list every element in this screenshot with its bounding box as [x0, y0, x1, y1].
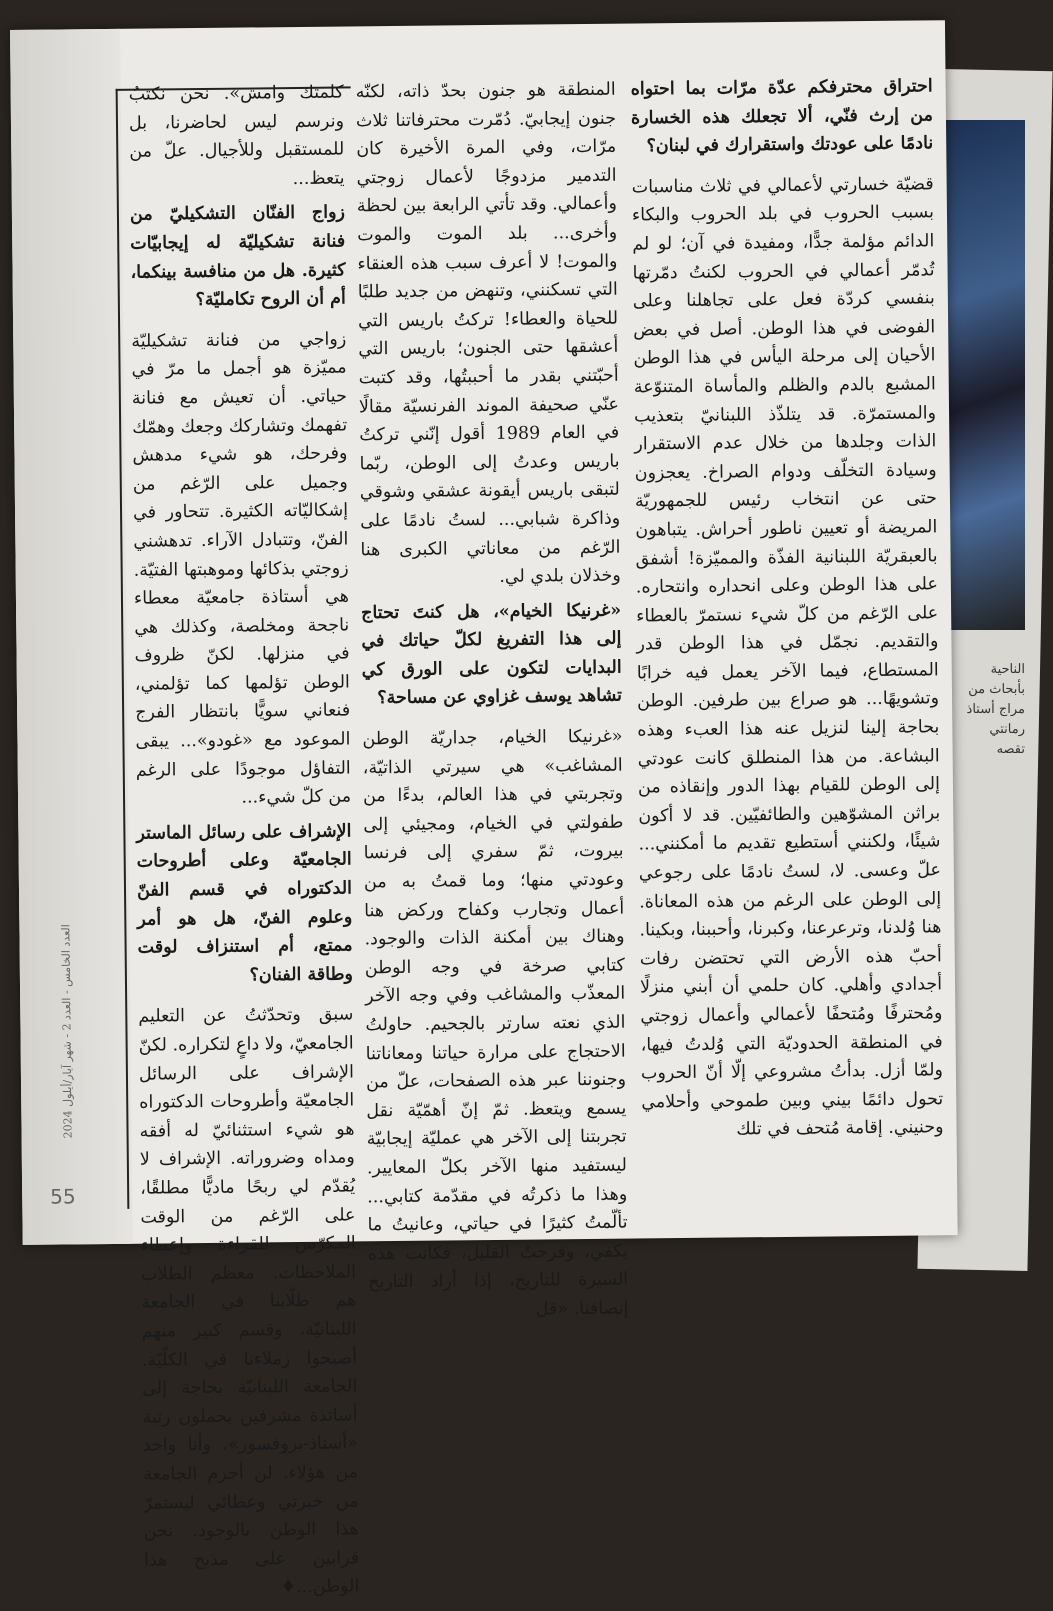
answer-2: «غرنيكا الخيام، جداريّة الوطن المشاغب» هي سيرتي الذاتيّة، وتجربتي في هذا العالم، بدءًا من طفولتي في الخيام، ومجيئي إلى بيروت، ثمّ سفري إلى فرنسا وعودتي منها؛ وما قمتُ به من أعمال وتجارب وكفاح وركض هنا وهناك بين أمكنة الذات والوجود. كتابي صرخة في وجه الوطن المعذّب والمشاغب وفي وجه الآخر الذي نعته سارتر بالجحيم. حاولتُ الاحتجاج على مرارة حياتنا ومعاناتنا وجنوننا عبر هذه الصفحات، علّ من يسمع ويتعظ. ثمّ إنّ أهمّيّة نقل تجربتنا إلى الآخر هي عمليّة إيجابيّة ليستفيد منها الآخر بكلّ المعايير. وهذا ما ذكرتُه في مقدّمة كتابي... تألّمتُ كثيرًا في حياتي، وعانيتُ ما يكفي، وفرحتُ القليل، فكانت هذه السيرة للتاريخ، إذا أراد التاريخ إنصافنا. «قل [362, 726, 629, 1320]
question-4: الإشراف على رسائل الماستر الجامعيّة وعلى أطروحات الدكتوراه في قسم الفنّ وعلوم الفنّ، هل هو أمر ممتع، أم استنزاف لوقت وطاقة الفنان؟ [136, 821, 354, 986]
column-left [129, 79, 360, 1610]
answer-4: سبق وتحدّثتُ عن التعليم الجامعيّ، ولا داعٍ لتكراره. لكنّ الإشراف على الرسائل الجامعيّة وأطروحات الدكتوراه هو شيء استثنائيّ له أفقه ومداه وضروراته. الإشراف لا يُقدّم لي ربحًا ماديًّا مطلقًا، على الرّغم من الوقت المكرّس للقراءة وإعطاء الملاحظات. معظم الطلاب هم طلّابنا في الجامعة اللبنانيّة، وقسم كبير منهم أصبحوا زملاءنا في الكلّيّة. الجامعة اللبنانيّة بحاجة إلى أساتذة مشرفين يحملون رتبة «أستاذ-بروفسور»، وأنا واحد من هؤلاء. لن أحرم الجامعة من خبرتي وعطائي ليستمرّ هذا الوطن بالوجود. نحن قرابين على مذبح هذا الوطن...♦ [138, 1004, 360, 1598]
page-number: 55 [50, 1184, 76, 1209]
issue-caption: العدد الخامس - العدد 2 - شهر آيار/أيلول 2024 [59, 924, 75, 1139]
answer-3: زواجي من فنانة تشكيليّة مميّزة هو أجمل ما مرّ في حياتي. أن تعيش مع فنانة تفهمك وتشاركك وجعك وهمّك وفرحك، هو شيء مدهش وجميل على الرّغم من إشكاليّاته الكثيرة. تتحاور في الفنّ، وتتبادل الآراء. تدهشني زوجتي بذكائها وموهبتها الفتيّة. هي أستاذة جامعيّة معطاء ناجحة ومخلصة، وكذلك هي في منزلها. لكنّ ظروف الوطن تؤلمها كما تؤلمني، فنعاني سويًّا بانتظار الفرج الموعود مع «غودو»... يبقى التفاؤل موجودًا على الرغم من كلّ شيء... [131, 329, 352, 808]
question-3: زواج الفنّان التشكيليّ من فنانة تشكيليّة له إيجابيّات كثيرة. هل من منافسة بينكما، أم أن الروح تكامليّة؟ [129, 202, 346, 311]
answer-1-cont: المنطقة هو جنون بحدّ ذاته، لكنّه جنون إيجابيّ. دُمّرت محترفاتنا ثلاث مرّات، وفي المرة الأخيرة كان التدمير مزدوجًا لأعمال زوجتي وأعمالي. وقد تأتي الرابعة بين لحظة وأخرى... بلد الموت والموت والموت! لا أعرف سبب هذه العنقاء التي تسكنني، وتنهض من جديد طلبًا للحياة والعطاء! تركتُ باريس التي أعشقها حتى الجنون؛ باريس التي أحبّتني بقدر ما أحببتُها، وقد كتبت عنّي صحيفة الموند الفرنسيّة مقالًا في العام 1989 أقول إنّني تركتُ باريس وعدتُ إلى الوطن، ربّما لتبقى باريس أيقونة عشقي وشوقي وذاكرة شبابي... لستُ نادمًا على الرّغم من معاناتي الكبرى هنا وخذلان بلدي لي. [355, 79, 621, 587]
question-2: «غرنيكا الخيام»، هل كنتَ تحتاج إلى هذا التفريغ لكلّ حياتك في البدايات لتكون على الورق كي تشاهد يوسف غزاوي عن مساحة؟ [361, 600, 623, 709]
column-middle [356, 76, 629, 1332]
column-right [631, 72, 944, 1151]
facing-page-text: الناحية بأبحاث من مراج أستاذ رمانتي تقصه [966, 662, 1025, 757]
magazine-page [10, 20, 958, 1598]
answer-1: قضيّة خسارتي لأعمالي في ثلاث مناسبات بسبب الحروب في بلد الحروب والبكاء الدائم مؤلمة جدًّا، ومفيدة في آن؛ لو لم تُدمّر أعمالي في الحروب لكنتُ دمّرتها بنفسي كردّة فعل على تجاهلنا وعلى الفوضى في هذا الوطن. أصل في بعض الأحيان إلى مرحلة اليأس في هذا الوطن المشبع بالدم والظلم والمأساة المتنوّعة والمستمرّة. قد يتلذّذ اللبنانيّ بتعذيب الذات وجلدها من خلال عدم الاستقرار وسيادة التخلّف ودوام الصراخ. يعجزون حتى عن انتخاب رئيس للجمهوريّة المريضة أو تعيين ناطور أحراش. يتباهون بالعبقريّة اللبنانية الفذّة والمميّزة! أشفق على هذا الوطن وعلى انحداره وانتحاره. على الرّغم من كلّ شيء نستمرّ بالعطاء والتقديم. نجمّل في هذا الوطن قدر المستطاع، فيما الآخر يعمل فيه خرابًا وتشويهًا... هو صراع بين طرفين. الوطن بحاجة إلينا لنزيل عنه هذا العبء وهذه البشاعة. من هذا المنطلق كانت عودتي إلى الوطن للقيام بهذا الدور وإنقاذه من براثن المشوّهين والطائفيّين. قد لا أكون شيئًا، ولكنني أستطيع تقديم ما أمكنني... علّ وعسى. لا، لستُ نادمًا على رجوعي إلى الوطن على الرغم من هذه المعاناة. هنا وُلدنا، وترعرعنا، وكبرنا، وأحببنا، وبكينا. أحبّ هذه الأرض التي تحتضن رفات أجدادي وأهلي. كان حلمي أن أبني منزلًا ومُحترفًا ومُتحفًا لأعمالي وأعمال زوجتي في المنطقة الحدوديّة التي وُلدتُ فيها، ولمّا أزل. بدأتُ مشروعي إلّا أنّ الحروب تحول دائمًا بيني وبين طموحي وأحلامي وحنيني. إقامة مُتحف في تلك [631, 174, 944, 1140]
question-1: احتراق محترفكم عدّة مرّات بما احتواه من إرث فنّي، ألا تجعلك هذه الخسارة نادمًا على عودتك واستقرارك في لبنان؟ [630, 76, 934, 157]
answer-2-cont: كلمتك وامش». نحن نكتبُ ونرسم ليس لحاضرنا، بل للمستقبل وللأجيال. علّ من يتعظ... [128, 82, 345, 189]
